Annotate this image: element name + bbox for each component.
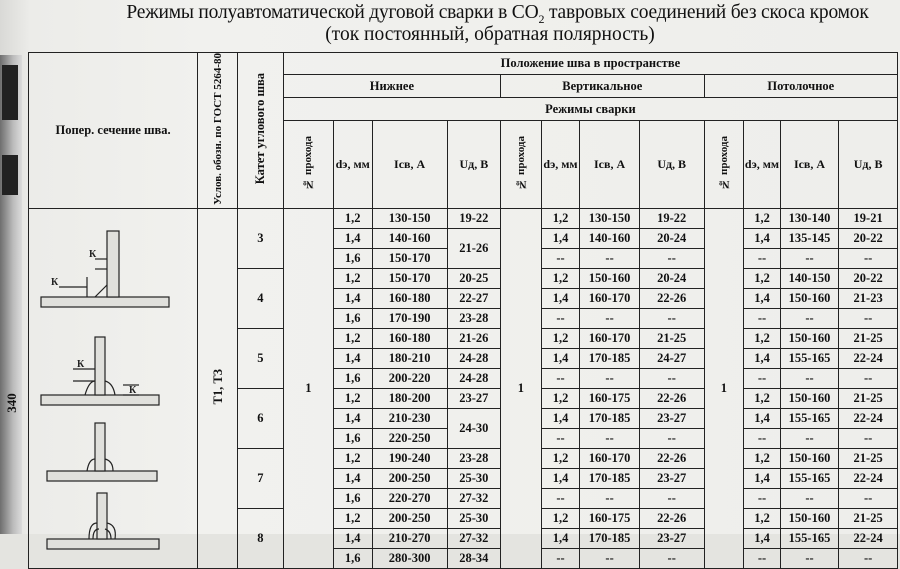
ceiling-d: --: [744, 308, 781, 328]
header-pass-no-text: № прохода: [514, 135, 527, 190]
header-d: dэ, мм: [333, 120, 372, 208]
vertical-d: 1,2: [541, 388, 580, 408]
vertical-i: --: [580, 428, 640, 448]
vertical-i: --: [580, 308, 640, 328]
sketch-label-k: К: [77, 358, 85, 370]
header-leg-text: Катет углового шва: [253, 73, 268, 185]
ceiling-d: 1,2: [744, 208, 781, 228]
vertical-i: --: [580, 248, 640, 268]
vertical-d: --: [541, 248, 580, 268]
pass-number: 1: [500, 208, 541, 568]
sketch-fillet-2: [41, 337, 159, 405]
vertical-d: 1,4: [541, 468, 580, 488]
header-pass-no: [283, 120, 333, 208]
ceiling-d: 1,4: [744, 528, 781, 548]
ceiling-i: 140-150: [780, 268, 838, 288]
pass-number: 1: [704, 208, 744, 568]
vertical-u: 23-27: [639, 468, 704, 488]
ceiling-i: 155-165: [780, 408, 838, 428]
bottom-u: 27-32: [447, 488, 500, 508]
ceiling-i: 150-160: [780, 328, 838, 348]
vertical-i: 160-175: [580, 508, 640, 528]
header-cross-section-text: Попер. сечение шва.: [55, 122, 171, 137]
leg-value: 5: [237, 328, 283, 388]
sketch-label-k: К: [129, 384, 137, 396]
vertical-i: 150-160: [580, 268, 640, 288]
ceiling-d: 1,2: [744, 268, 781, 288]
ceiling-i: 130-140: [780, 208, 838, 228]
ceiling-d: 1,4: [744, 288, 781, 308]
ceiling-d: 1,4: [744, 348, 781, 368]
bottom-i: 220-250: [372, 428, 447, 448]
vertical-u: --: [639, 308, 704, 328]
ceiling-d: --: [744, 368, 781, 388]
bottom-i: 180-210: [372, 348, 447, 368]
bottom-d: 1,6: [333, 548, 372, 568]
vertical-i: 170-185: [580, 348, 640, 368]
vertical-i: --: [580, 488, 640, 508]
sketch-label-k: К: [51, 276, 59, 288]
vertical-i: 160-170: [580, 328, 640, 348]
vertical-i: 170-185: [580, 468, 640, 488]
vertical-u: 21-25: [639, 328, 704, 348]
ceiling-i: 135-145: [780, 228, 838, 248]
bottom-i: 180-200: [372, 388, 447, 408]
vertical-d: --: [541, 368, 580, 388]
ceiling-d: --: [744, 428, 781, 448]
bottom-i: 220-270: [372, 488, 447, 508]
bottom-u: 25-30: [447, 508, 500, 528]
ceiling-u: 20-22: [839, 228, 898, 248]
ceiling-u: 22-24: [839, 408, 898, 428]
title-text-end: тавровых соединений без скоса кромок: [544, 2, 869, 23]
header-d: dэ, мм: [744, 120, 781, 208]
vertical-d: --: [541, 428, 580, 448]
ceiling-u: 22-24: [839, 348, 898, 368]
bottom-d: 1,2: [333, 508, 372, 528]
vertical-i: 160-175: [580, 388, 640, 408]
bottom-i: 160-180: [372, 288, 447, 308]
leg-value: 4: [237, 268, 283, 328]
header-position-vertical: Вертикальное: [500, 74, 704, 97]
ceiling-u: --: [839, 368, 898, 388]
vertical-d: 1,2: [541, 208, 580, 228]
header-pass-no-text: № прохода: [302, 135, 315, 190]
header-position: Положение шва в пространстве: [283, 53, 897, 75]
bottom-i: 130-150: [372, 208, 447, 228]
bottom-u: 23-27: [447, 388, 500, 408]
bottom-u: 23-28: [447, 308, 500, 328]
leg-value: 7: [237, 448, 283, 508]
page-binding-edge: [0, 55, 22, 534]
ceiling-d: --: [744, 548, 781, 568]
vertical-u: --: [639, 248, 704, 268]
vertical-u: --: [639, 488, 704, 508]
bottom-d: 1,6: [333, 488, 372, 508]
header-u: Uд, В: [839, 120, 898, 208]
header-pass-no: [500, 120, 541, 208]
vertical-i: 170-185: [580, 408, 640, 428]
leg-value: 3: [237, 208, 283, 268]
bottom-i: 150-170: [372, 248, 447, 268]
ceiling-i: 150-160: [780, 508, 838, 528]
vertical-d: 1,4: [541, 288, 580, 308]
bottom-i: 150-170: [372, 268, 447, 288]
bottom-u: 21-26: [447, 328, 500, 348]
vertical-i: 130-150: [580, 208, 640, 228]
binding-mark: [2, 155, 18, 195]
bottom-u: 24-30: [447, 408, 500, 448]
vertical-d: 1,2: [541, 268, 580, 288]
header-i: Iсв, А: [580, 120, 640, 208]
bottom-u: 27-32: [447, 528, 500, 548]
table-subtitle: (ток постоянный, обратная полярность): [325, 24, 655, 45]
bottom-d: 1,4: [333, 228, 372, 248]
vertical-d: 1,2: [541, 328, 580, 348]
vertical-u: --: [639, 428, 704, 448]
vertical-u: 22-26: [639, 448, 704, 468]
ceiling-d: 1,2: [744, 508, 781, 528]
vertical-d: 1,2: [541, 508, 580, 528]
condition-label-text: Т1, Т3: [210, 369, 225, 405]
bottom-u: 24-28: [447, 368, 500, 388]
ceiling-i: --: [780, 248, 838, 268]
vertical-d: 1,4: [541, 408, 580, 428]
ceiling-u: 19-21: [839, 208, 898, 228]
vertical-d: 1,2: [541, 448, 580, 468]
ceiling-u: --: [839, 308, 898, 328]
page-number: 340: [3, 393, 19, 413]
ceiling-i: 150-160: [780, 288, 838, 308]
ceiling-d: --: [744, 248, 781, 268]
leg-value: 8: [237, 508, 283, 568]
vertical-u: 20-24: [639, 228, 704, 248]
vertical-i: --: [580, 368, 640, 388]
ceiling-d: --: [744, 488, 781, 508]
ceiling-i: --: [780, 428, 838, 448]
header-pass-no-text: № прохода: [717, 135, 730, 190]
vertical-d: --: [541, 308, 580, 328]
pass-number: 1: [283, 208, 333, 568]
ceiling-u: 21-25: [839, 508, 898, 528]
ceiling-u: --: [839, 488, 898, 508]
ceiling-u: 21-25: [839, 328, 898, 348]
ceiling-i: 155-165: [780, 348, 838, 368]
bottom-u: 19-22: [447, 208, 500, 228]
ceiling-u: 22-24: [839, 468, 898, 488]
ceiling-u: 21-25: [839, 448, 898, 468]
vertical-u: 22-26: [639, 288, 704, 308]
bottom-d: 1,6: [333, 248, 372, 268]
welding-modes-table: [28, 52, 898, 569]
bottom-d: 1,4: [333, 288, 372, 308]
bottom-u: 20-25: [447, 268, 500, 288]
vertical-u: 24-27: [639, 348, 704, 368]
leg-value: 6: [237, 388, 283, 448]
condition-label: [198, 208, 238, 568]
vertical-i: 140-160: [580, 228, 640, 248]
bottom-i: 160-180: [372, 328, 447, 348]
header-cross-section: [29, 53, 198, 209]
ceiling-u: 20-22: [839, 268, 898, 288]
bottom-u: 21-26: [447, 228, 500, 268]
ceiling-i: --: [780, 308, 838, 328]
sketch-label-k: К: [89, 248, 97, 260]
bottom-d: 1,6: [333, 308, 372, 328]
vertical-u: 23-27: [639, 528, 704, 548]
ceiling-u: --: [839, 248, 898, 268]
ceiling-i: 150-160: [780, 448, 838, 468]
bottom-d: 1,6: [333, 368, 372, 388]
ceiling-i: 155-165: [780, 528, 838, 548]
bottom-d: 1,4: [333, 408, 372, 428]
ceiling-i: 150-160: [780, 388, 838, 408]
bottom-i: 140-160: [372, 228, 447, 248]
bottom-i: 210-270: [372, 528, 447, 548]
header-position-bottom: Нижнее: [283, 74, 500, 97]
vertical-u: 22-26: [639, 508, 704, 528]
sketch-fillet-1: [41, 231, 169, 307]
ceiling-i: --: [780, 368, 838, 388]
bottom-u: 28-34: [447, 548, 500, 568]
vertical-i: 160-170: [580, 288, 640, 308]
vertical-d: 1,4: [541, 528, 580, 548]
vertical-d: --: [541, 488, 580, 508]
ceiling-i: 155-165: [780, 468, 838, 488]
header-u: Uд, В: [639, 120, 704, 208]
ceiling-u: 21-25: [839, 388, 898, 408]
bottom-i: 200-220: [372, 368, 447, 388]
bottom-d: 1,4: [333, 528, 372, 548]
header-position-ceiling: Потолочное: [704, 74, 897, 97]
ceiling-i: --: [780, 548, 838, 568]
table-body: [29, 208, 898, 568]
bottom-i: 280-300: [372, 548, 447, 568]
ceiling-d: 1,4: [744, 228, 781, 248]
ceiling-d: 1,2: [744, 448, 781, 468]
bottom-u: 24-28: [447, 348, 500, 368]
ceiling-i: --: [780, 488, 838, 508]
sketch-area: [29, 209, 197, 564]
ceiling-d: 1,2: [744, 388, 781, 408]
bottom-i: 210-230: [372, 408, 447, 428]
header-conditions: [198, 53, 238, 209]
header-leg: [237, 53, 283, 209]
ceiling-u: --: [839, 548, 898, 568]
header-conditions-text: Услов. обозн. по ГОСТ 5264-80: [211, 53, 224, 205]
vertical-d: --: [541, 548, 580, 568]
vertical-u: 20-24: [639, 268, 704, 288]
header-i: Iсв, А: [780, 120, 838, 208]
title-text: Режимы полуавтоматической дуговой сварки в СО: [126, 2, 539, 23]
bottom-i: 200-250: [372, 468, 447, 488]
header-u: Uд, В: [447, 120, 500, 208]
vertical-u: 19-22: [639, 208, 704, 228]
header-modes: Режимы сварки: [283, 97, 897, 120]
bottom-d: 1,2: [333, 328, 372, 348]
sketch-fillet-4: [47, 493, 159, 549]
ceiling-u: 22-24: [839, 528, 898, 548]
header-i: Iсв, А: [372, 120, 447, 208]
ceiling-u: --: [839, 428, 898, 448]
vertical-u: 23-27: [639, 408, 704, 428]
vertical-u: 22-26: [639, 388, 704, 408]
ceiling-d: 1,4: [744, 468, 781, 488]
vertical-d: 1,4: [541, 348, 580, 368]
bottom-d: 1,2: [333, 448, 372, 468]
bottom-i: 190-240: [372, 448, 447, 468]
bottom-d: 1,4: [333, 348, 372, 368]
bottom-d: 1,6: [333, 428, 372, 448]
vertical-i: 170-185: [580, 528, 640, 548]
vertical-d: 1,4: [541, 228, 580, 248]
vertical-u: --: [639, 368, 704, 388]
bottom-d: 1,2: [333, 388, 372, 408]
table-row: [29, 208, 898, 228]
bottom-u: 23-28: [447, 448, 500, 468]
cross-section-sketches: [29, 208, 198, 568]
bottom-u: 25-30: [447, 468, 500, 488]
bottom-u: 22-27: [447, 288, 500, 308]
sketch-fillet-3: [47, 423, 157, 481]
binding-mark: [2, 65, 18, 120]
vertical-i: --: [580, 548, 640, 568]
bottom-i: 200-250: [372, 508, 447, 528]
title-subscript: 2: [538, 11, 545, 26]
bottom-d: 1,4: [333, 468, 372, 488]
ceiling-d: 1,4: [744, 408, 781, 428]
header-d: dэ, мм: [541, 120, 580, 208]
vertical-i: 160-170: [580, 448, 640, 468]
bottom-i: 170-190: [372, 308, 447, 328]
bottom-d: 1,2: [333, 268, 372, 288]
header-pass-no: [704, 120, 744, 208]
vertical-u: --: [639, 548, 704, 568]
ceiling-d: 1,2: [744, 328, 781, 348]
ceiling-u: 21-23: [839, 288, 898, 308]
weld-sketches: [29, 209, 189, 569]
bottom-d: 1,2: [333, 208, 372, 228]
